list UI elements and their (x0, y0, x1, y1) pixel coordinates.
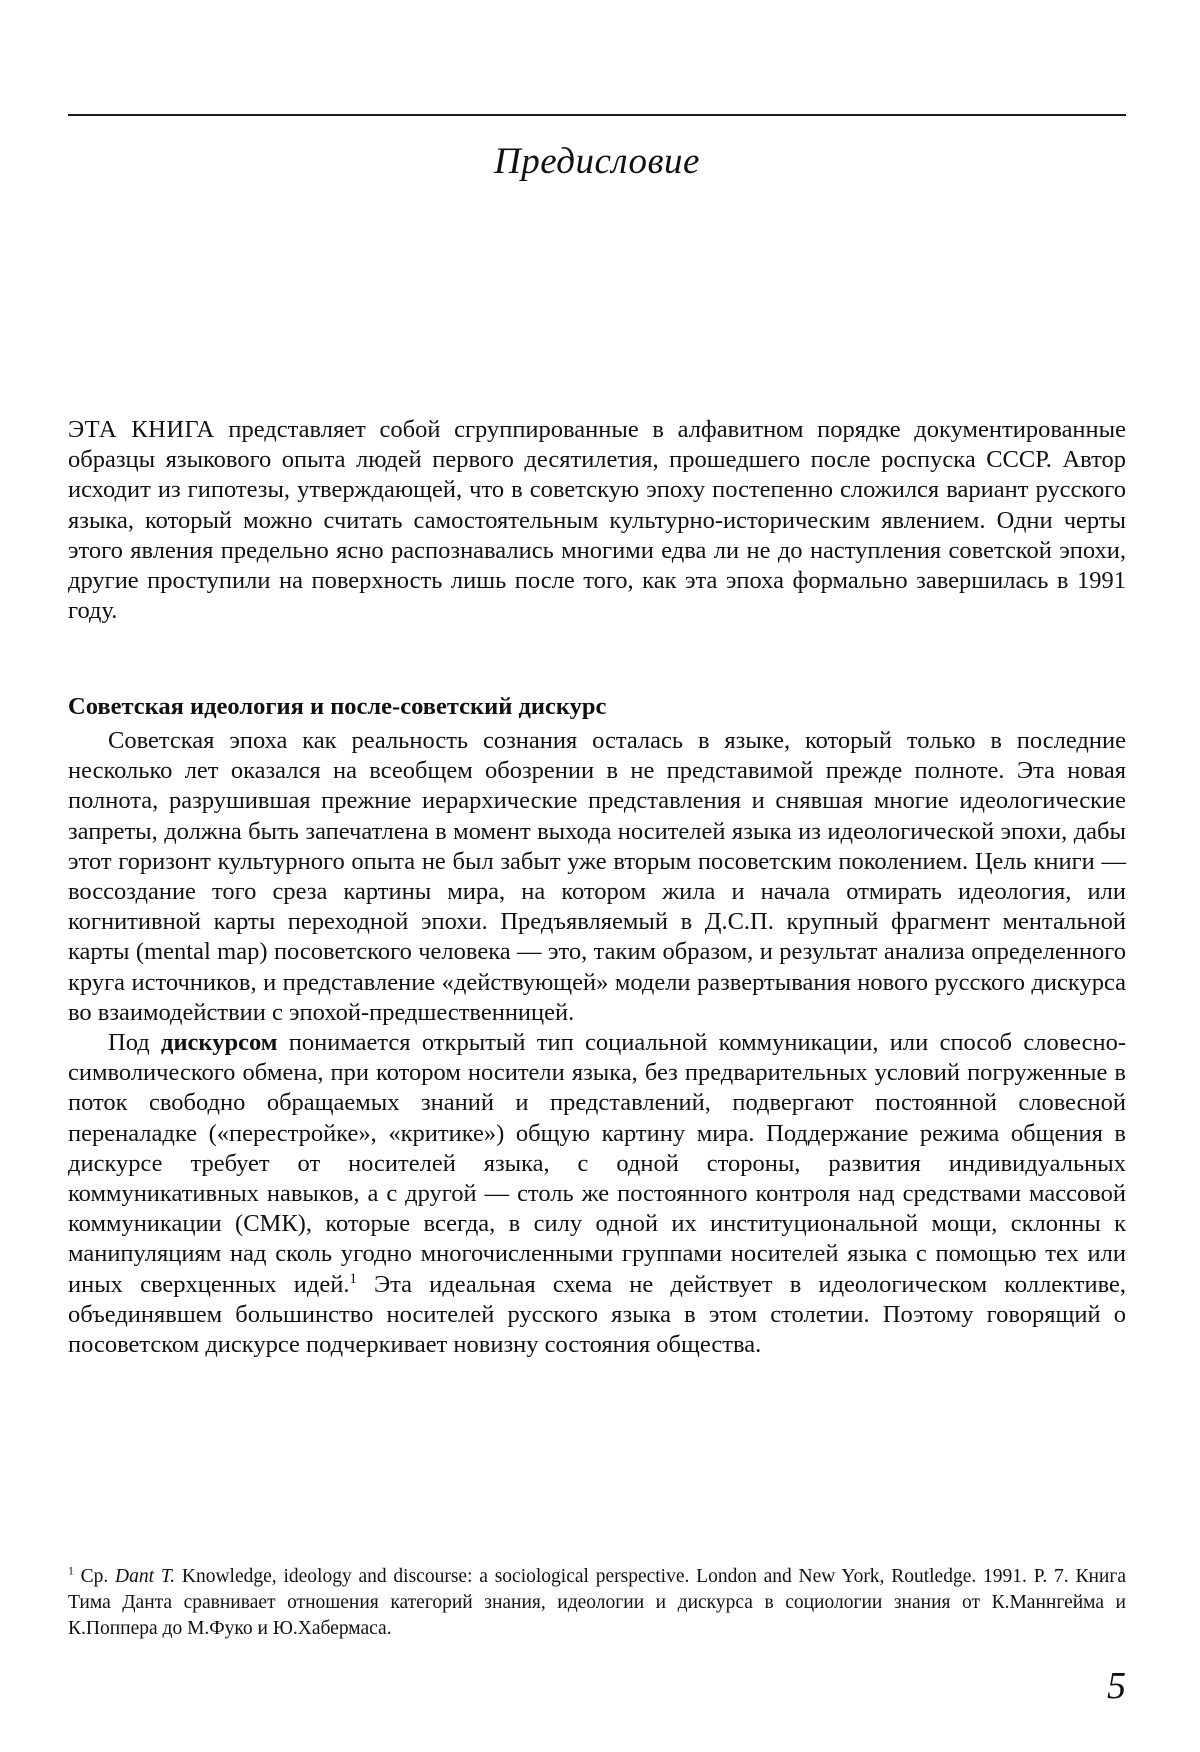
section-paragraph-2 (68, 1028, 1126, 1360)
intro-text (68, 415, 1126, 626)
term-discourse: дискурсом (161, 1029, 278, 1057)
intro-lead-caps: ЭТА КНИГА (68, 416, 215, 443)
section-heading: Советская идеология и после-советский дискурс (68, 693, 607, 720)
page-number: 5 (1107, 1665, 1126, 1707)
intro-paragraph (68, 415, 1126, 626)
footnote-author: Dant T. (115, 1566, 176, 1587)
section-paragraph-1: Советская эпоха как реальность сознания осталась в языке, который только в последние несколько лет оказался на всеобщем обозрении в не представимой прежде полноте. Эта новая полнота, разрушившая прежние иерархические представления и снявшая многие идеологические запреты, должна быть запечатлена в момент выхода носителей языка из идеологической эпохи, дабы этот горизонт культурного опыта не был забыт уже вторым посоветским поколением. Цель книги — воссоздание того среза картины мира, на котором жила и начала отмирать идеология, или когнитивной карты переходной эпохи. Предъявляемый в Д.С.П. крупный фрагмент ментальной карты (mental map) посоветского человека — это, таким образом, и результат анализа определенного круга источников, и представление «действующей» модели развертывания нового русского дискурса во взаимодействии с эпохой-предшественницей. (68, 727, 1126, 1026)
footnote-text: Knowledge, ideology and discourse: a sociological perspective. London and New York, Routledge. 1991. P. 7. Книга Тима Данта сравнивает отношения категорий знания, идеологии и дискурса в социологии знания от К.Маннгейма и К.Поппера до М.Фуко и Ю.Хабермаса. (68, 1566, 1126, 1639)
paragraph-2-part-a: понимается открытый тип социальной коммуникации, или способ словесно-символического обмена, при котором носители языка, без предварительных условий погруженные в поток свободно обращаемых знаний и представлений, подвергают постоянной словесной переналадке («перестройке», «критике») общую картину мира. Поддержание режима общения в дискурсе требует от носителей языка, с одной стороны, развития индивидуальных коммуникативных навыков, а с другой — столь же постоянного контроля над средствами массовой коммуникации (СМК), которые всегда, в силу одной их институциональной мощи, склонны к манипуляциям над сколь угодно многочисленными группами носителей языка с помощью тех или иных сверхценных идей. (68, 1029, 1126, 1298)
section (68, 692, 1126, 1360)
footnote (68, 1564, 1126, 1642)
footnote-reference[interactable]: 1 (349, 1270, 357, 1287)
chapter-title: Предисловие (494, 141, 700, 182)
footnote-prefix: Ср. (73, 1566, 116, 1587)
intro-body: представляет собой сгруппированные в алфавитном порядке документированные образцы языкового опыта людей первого десятилетия, прошедшего после роспуска СССР. Автор исходит из гипотезы, утверждающей, что в советскую эпоху постепенно сложился вариант русского языка, который можно считать самостоятельным культурно-историческим явлением. Одни черты этого явления предельно ясно распознавались многими едва ли не до наступления советской эпохи, другие проступили на поверхность лишь после того, как эта эпоха формально завершилась в 1991 году. (68, 416, 1126, 625)
paragraph-2-lead: Под (108, 1029, 162, 1057)
header-rule (68, 114, 1126, 116)
paragraph-2-part-b: Эта идеальная схема не действует в идеологическом коллективе, объединявшем большинство носителей русского языка в этом столетии. Поэтому говорящий о посоветском дискурсе подчеркивает новизну состояния общества. (68, 1270, 1126, 1359)
footnote-mark: 1 (68, 1564, 74, 1578)
